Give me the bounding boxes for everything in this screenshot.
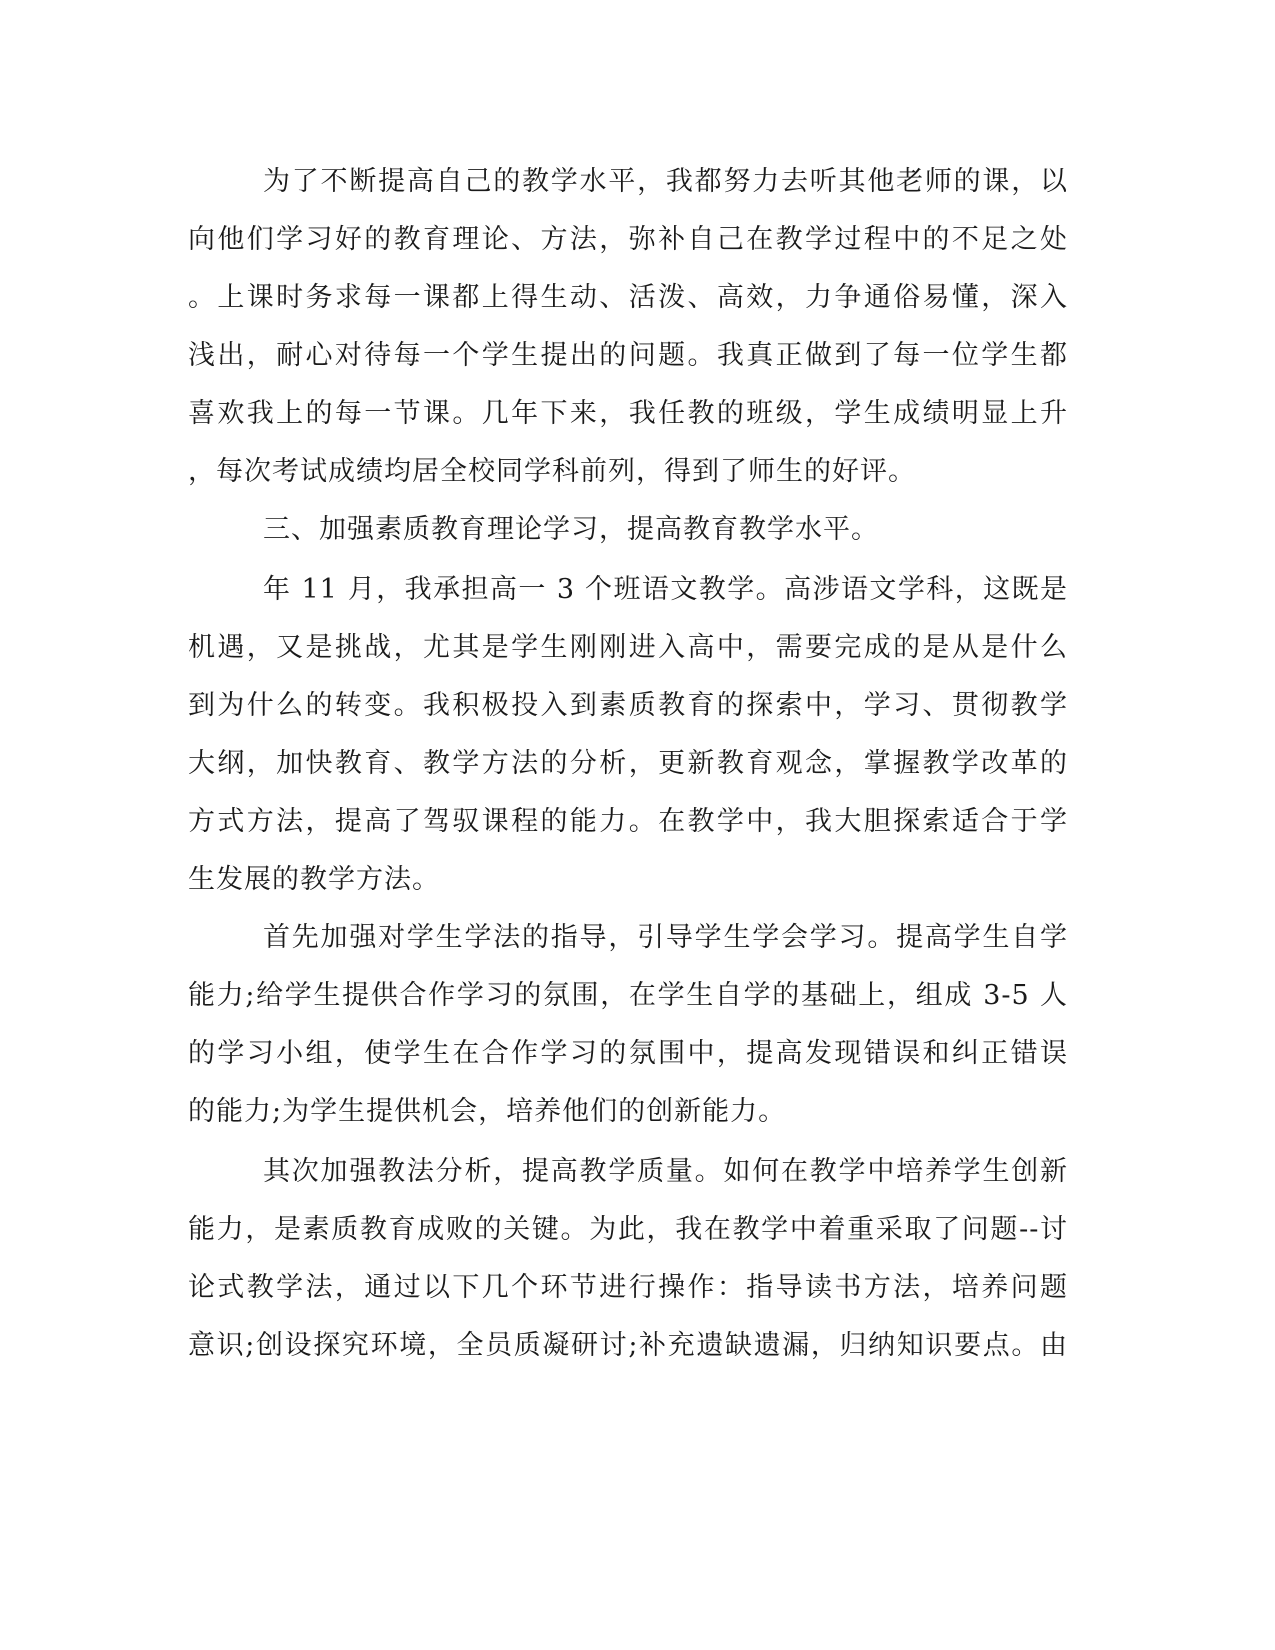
paragraph-line: 意识;创设探究环境，全员质凝研讨;补充遗缺遗漏，归纳知识要点。由 bbox=[188, 1330, 1068, 1361]
paragraph-line: ，每次考试成绩均居全校同学科前列，得到了师生的好评。 bbox=[188, 456, 916, 487]
paragraph-line: 能力，是素质教育成败的关键。为此，我在教学中着重采取了问题--讨 bbox=[188, 1214, 1068, 1245]
paragraph-line: 方式方法，提高了驾驭课程的能力。在教学中，我大胆探索适合于学 bbox=[188, 806, 1068, 837]
paragraph-line: 年 11 月，我承担高一 3 个班语文教学。高涉语文学科，这既是 bbox=[263, 574, 1068, 605]
paragraph-line: 首先加强对学生学法的指导，引导学生学会学习。提高学生自学 bbox=[263, 922, 1068, 953]
paragraph-line: 大纲，加快教育、教学方法的分析，更新教育观念，掌握教学改革的 bbox=[188, 748, 1068, 779]
paragraph-line: 能力;给学生提供合作学习的氛围，在学生自学的基础上，组成 3-5 人 bbox=[188, 980, 1068, 1011]
paragraph-line: 机遇，又是挑战，尤其是学生刚刚进入高中，需要完成的是从是什么 bbox=[188, 632, 1068, 663]
section-heading: 三、加强素质教育理论学习，提高教育教学水平。 bbox=[263, 514, 879, 545]
paragraph-line: 为了不断提高自己的教学水平，我都努力去听其他老师的课，以 bbox=[263, 166, 1068, 197]
paragraph-line: 喜欢我上的每一节课。几年下来，我任教的班级，学生成绩明显上升 bbox=[188, 398, 1068, 429]
paragraph-line: 论式教学法，通过以下几个环节进行操作：指导读书方法，培养问题 bbox=[188, 1272, 1068, 1303]
paragraph-line: 浅出，耐心对待每一个学生提出的问题。我真正做到了每一位学生都 bbox=[188, 340, 1068, 371]
paragraph-line: 其次加强教法分析，提高教学质量。如何在教学中培养学生创新 bbox=[263, 1156, 1068, 1187]
paragraph-line: 到为什么的转变。我积极投入到素质教育的探索中，学习、贯彻教学 bbox=[188, 690, 1068, 721]
paragraph-line: 向他们学习好的教育理论、方法，弥补自己在教学过程中的不足之处 bbox=[188, 224, 1068, 255]
paragraph-line: 的能力;为学生提供机会，培养他们的创新能力。 bbox=[188, 1096, 787, 1127]
paragraph-line: 。上课时务求每一课都上得生动、活泼、高效，力争通俗易懂，深入 bbox=[188, 282, 1068, 313]
paragraph-line: 的学习小组，使学生在合作学习的氛围中，提高发现错误和纠正错误 bbox=[188, 1038, 1068, 1069]
paragraph-line: 生发展的教学方法。 bbox=[188, 864, 440, 895]
